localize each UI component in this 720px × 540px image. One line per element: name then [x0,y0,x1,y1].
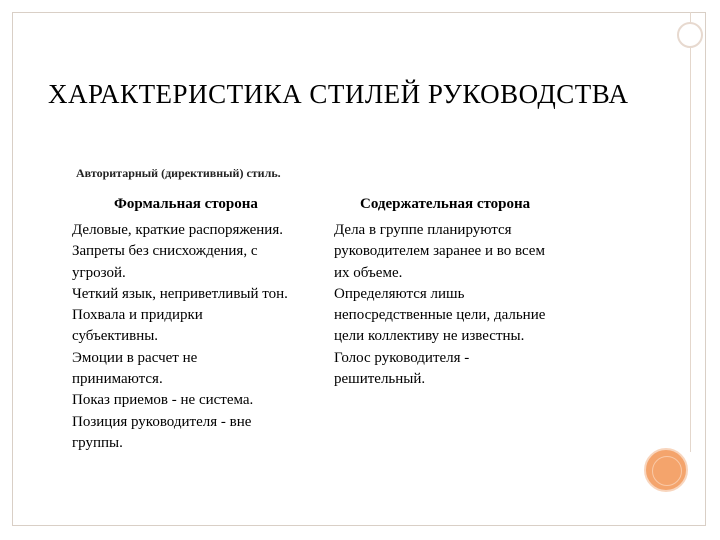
left-column-line: субъективны. [72,328,159,345]
right-column-line: их объеме. [334,264,403,281]
right-column-line: Голос руководителя - [334,349,470,366]
decorative-orange-circle-icon [644,448,688,492]
left-column-line: Похвала и придирки [72,307,203,324]
left-column-line: принимаются. [72,371,163,388]
right-column-line: непосредственные цели, дальние [334,307,546,324]
right-column-line: Дела в группе планируются [334,222,512,238]
left-column-header: Формальная сторона [114,196,258,212]
right-column-body [334,220,596,390]
decorative-vertical-rule [690,12,691,452]
left-column-line: Показ приемов - не система. [72,392,254,409]
left-column-line: группы. [72,434,123,451]
right-column-line: руководителем заранее и во всем [334,243,545,260]
right-column-line: решительный. [334,371,426,388]
left-column-line: Эмоции в расчет не [72,349,198,366]
slide-subtitle: Авторитарный (директивный) стиль. [76,166,281,180]
left-column-line: Деловые, краткие распоряжения. [72,222,283,238]
left-column-body [72,220,334,454]
left-column-line: угрозой. [72,264,126,281]
left-column-line: Запреты без снисхождения, с [72,243,258,260]
right-column-line: Определяются лишь [334,285,465,302]
decorative-ring-icon [677,22,703,48]
left-column-line: Позиция руководителя - вне [72,413,252,430]
slide-title: ХАРАКТЕРИСТИКА СТИЛЕЙ РУКОВОДСТВА [48,79,629,109]
left-column-line: Четкий язык, неприветливый тон. [72,285,288,302]
right-column-line: цели коллективу не известны. [334,328,525,345]
right-column-header: Содержательная сторона [360,196,531,212]
